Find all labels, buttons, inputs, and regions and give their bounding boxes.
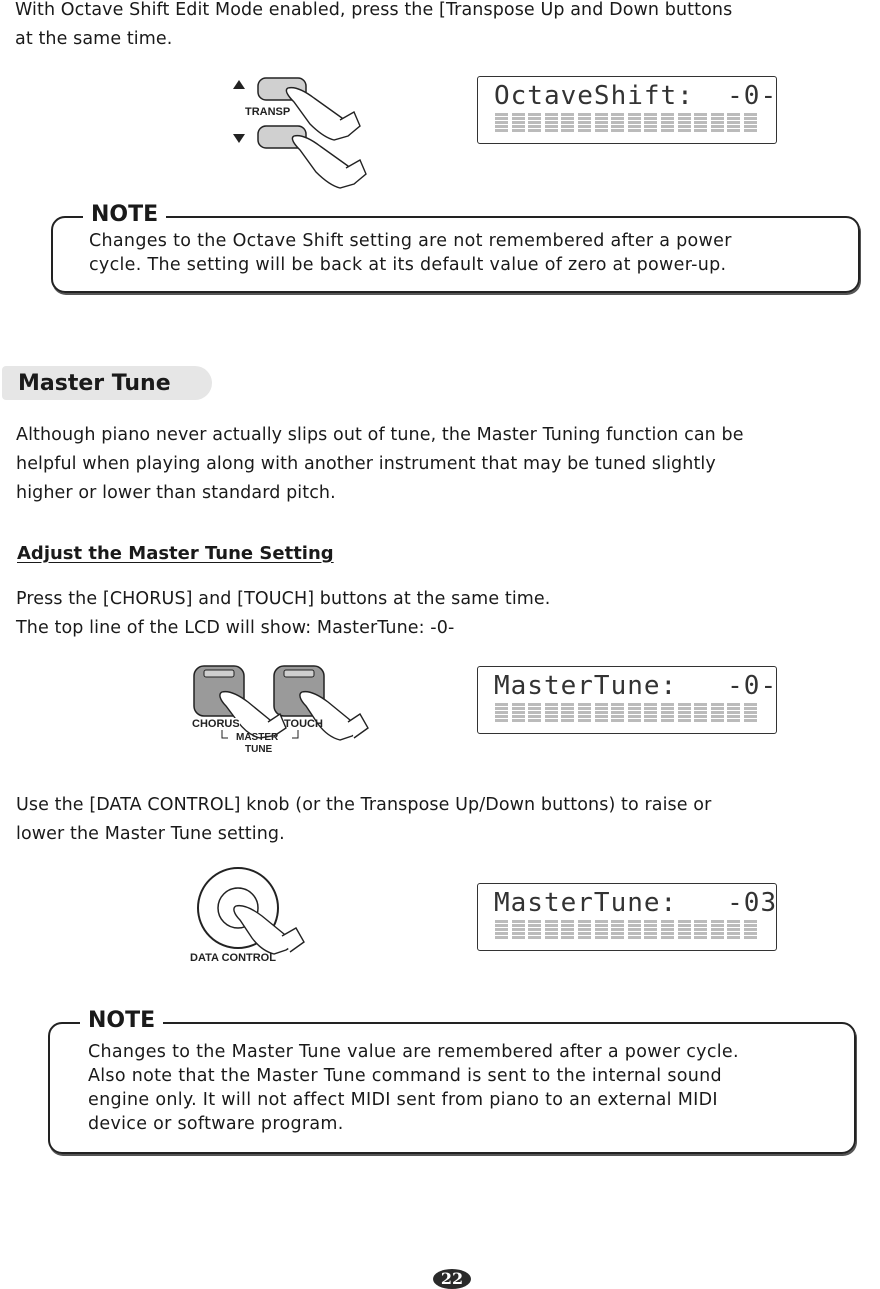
lcd-character-cell	[578, 702, 591, 722]
description-line-1: Although piano never actually slips out of tune, the Master Tuning function can be	[16, 425, 744, 445]
step-1-text	[16, 585, 876, 643]
lcd-character-cell	[628, 702, 641, 722]
triangle-down-icon	[233, 134, 245, 143]
lcd-character-cell	[644, 112, 657, 132]
lcd-top-line: OctaveShift: -0-	[494, 81, 778, 111]
lcd-character-cell	[561, 112, 574, 132]
tune-label: TUNE	[245, 744, 273, 755]
note-title: NOTE	[80, 1008, 163, 1034]
lcd-character-cell	[611, 702, 624, 722]
step-2-text	[16, 791, 876, 849]
data-control-illustration	[186, 862, 316, 968]
lcd-character-cell	[545, 702, 558, 722]
touch-label: TOUCH	[284, 718, 323, 730]
transpose-buttons-illustration	[230, 72, 370, 194]
lcd-character-cell	[528, 919, 541, 939]
note-title: NOTE	[83, 202, 166, 228]
lcd-character-cell	[644, 702, 657, 722]
lcd-character-cell	[727, 919, 740, 939]
lcd-character-cell	[528, 112, 541, 132]
lcd-character-cell	[528, 702, 541, 722]
lcd-character-cell	[727, 112, 740, 132]
chorus-touch-illustration	[188, 662, 378, 758]
lcd-character-cell	[595, 702, 608, 722]
subheading: Adjust the Master Tune Setting	[17, 543, 334, 564]
lcd-character-cell	[744, 112, 757, 132]
triangle-up-icon	[233, 80, 245, 89]
note-text	[89, 229, 732, 277]
lcd-top-line: MasterTune: -0-	[494, 671, 778, 701]
chorus-label: CHORUS	[192, 718, 240, 730]
lcd-character-cell	[512, 702, 525, 722]
step-1-line-2: The top line of the LCD will show: MasterTune: -0-	[16, 618, 455, 638]
lcd-display-octave-shift	[477, 76, 777, 144]
lcd-character-cell	[694, 702, 707, 722]
lcd-character-cell	[578, 112, 591, 132]
lcd-character-cell	[661, 919, 674, 939]
lcd-display-master-tune-adjusted	[477, 883, 777, 951]
lcd-character-cell	[578, 919, 591, 939]
lcd-character-cell	[711, 919, 724, 939]
lcd-character-cell	[661, 112, 674, 132]
step-2-line-1: Use the [DATA CONTROL] knob (or the Transpose Up/Down buttons) to raise or	[16, 795, 712, 815]
description-line-3: higher or lower than standard pitch.	[16, 483, 336, 503]
lcd-character-cell	[727, 702, 740, 722]
lcd-character-cell	[595, 112, 608, 132]
note-line-1: Changes to the Master Tune value are remembered after a power cycle.	[88, 1042, 739, 1062]
lcd-character-cell	[661, 702, 674, 722]
lcd-character-cell	[628, 112, 641, 132]
lcd-character-cell	[561, 702, 574, 722]
lcd-character-cell	[495, 702, 508, 722]
note-text	[88, 1040, 739, 1136]
lcd-character-cell	[678, 919, 691, 939]
note-line-3: engine only. It will not affect MIDI sent from piano to an external MIDI	[88, 1090, 718, 1110]
lcd-character-cell	[495, 112, 508, 132]
lcd-character-cell	[711, 702, 724, 722]
lcd-character-cell	[628, 919, 641, 939]
lcd-character-cell	[611, 919, 624, 939]
lcd-character-cell	[545, 112, 558, 132]
lcd-character-cell	[694, 112, 707, 132]
lcd-character-cell	[495, 919, 508, 939]
lcd-display-master-tune-default	[477, 666, 777, 734]
description-line-2: helpful when playing along with another instrument that may be tuned slightly	[16, 454, 716, 474]
lcd-character-cell	[744, 702, 757, 722]
data-control-label: DATA CONTROL	[190, 952, 276, 964]
lcd-character-cell	[678, 702, 691, 722]
lcd-character-cell	[711, 112, 724, 132]
step-1-line-1: Press the [CHORUS] and [TOUCH] buttons at the same time.	[16, 589, 551, 609]
lcd-character-cell	[512, 112, 525, 132]
page-number: 22	[433, 1269, 471, 1289]
master-tune-description	[16, 421, 876, 508]
pointing-hand-icon	[286, 88, 366, 188]
lcd-character-cell	[744, 919, 757, 939]
transpose-label: TRANSP	[245, 106, 291, 118]
section-title: Master Tune	[18, 371, 171, 396]
lcd-character-cell	[694, 919, 707, 939]
lcd-character-cell	[678, 112, 691, 132]
note-line-1: Changes to the Octave Shift setting are not remembered after a power	[89, 231, 732, 251]
lcd-character-cell	[545, 919, 558, 939]
note-line-2: cycle. The setting will be back at its default value of zero at power-up.	[89, 255, 727, 275]
lcd-character-cell	[512, 919, 525, 939]
intro-text	[15, 0, 875, 54]
intro-line-2: at the same time.	[15, 29, 173, 49]
note-line-2: Also note that the Master Tune command is sent to the internal sound	[88, 1066, 722, 1086]
lcd-character-cell	[561, 919, 574, 939]
intro-line-1: With Octave Shift Edit Mode enabled, press the [Transpose Up and Down buttons	[15, 0, 733, 20]
lcd-top-line: MasterTune: -03	[494, 888, 778, 918]
lcd-character-cell	[611, 112, 624, 132]
lcd-character-cell	[595, 919, 608, 939]
master-label: MASTER	[236, 732, 279, 743]
step-2-line-2: lower the Master Tune setting.	[16, 824, 285, 844]
note-line-4: device or software program.	[88, 1114, 344, 1134]
lcd-character-cell	[644, 919, 657, 939]
